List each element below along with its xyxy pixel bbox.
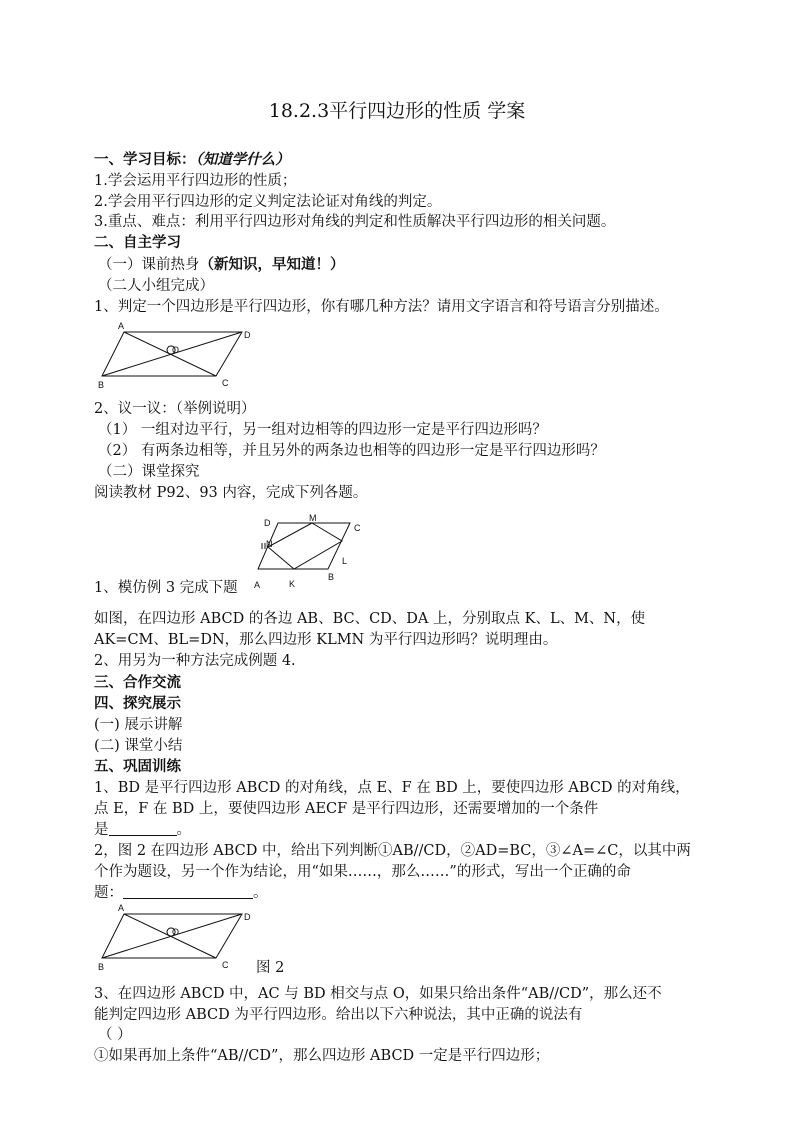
fig3-label-A: A [118,903,125,913]
practice-2-line-1: 2，图 2 在四边形 ABCD 中，给出下列判断①AB//CD，②AD=BC，③∠A=∠C，以其中两 [94,843,691,859]
section1-heading: 一、学习目标：（知道学什么） [94,151,290,168]
figure-2-caption: 图 2 [256,960,285,976]
fig1-label-O: O [172,345,180,355]
goal-item-2: 2.学会用平行四边形的定义判定法论证对角线的判定。 [94,194,442,210]
practice-1-line-2: 点 E，F 在 BD 上，要使四边形 AECF 是平行四边形，还需要增加的一个条件 [94,801,599,817]
fig2-label-N: N [266,539,273,549]
practice-2-line-2: 个作为题设，另一个作为结论，用“如果……，那么……”的形式，写出一个正确的命 [94,864,631,880]
display-item-1: (一) 展示讲解 [94,717,183,733]
page-title: 18.2.3平行四边形的性质 学案 [268,100,526,122]
fig2-label-D: D [264,518,271,528]
fig1-label-C: C [222,378,229,388]
question-2-1: （1） 一组对边平行，另一组对边相等的四边形一定是平行四边形吗？ [98,422,547,438]
answer-blank-1 [109,821,177,836]
fig2-label-K: K [289,579,296,589]
practice-3-option-1: ①如果再加上条件“AB//CD”，那么四边形 ABCD 一定是平行四边形； [94,1048,550,1064]
figure-1-parallelogram [96,322,266,392]
fig2-label-L: L [342,556,348,566]
question-2-2: （2） 有两条边相等，并且另外的两条边也相等的四边形一定是平行四边形吗？ [98,443,605,459]
answer-blank-2 [123,884,253,899]
practice-1-line-1: 1、BD 是平行四边形 ABCD 的对角线，点 E、F 在 BD 上，要使四边形 ABCD 的对角线， [94,780,690,796]
fig3-label-D: D [244,912,251,922]
section3-heading: 三、合作交流 [94,674,181,691]
fig2-label-A: A [254,580,261,590]
goal-item-3: 3.重点、难点：利用平行四边形对角线的判定和性质解决平行四边形的相关问题。 [94,214,616,230]
section5-heading: 五、巩固训练 [94,758,181,775]
group-note: （二人小组完成） [98,278,214,294]
figure-3-parallelogram [96,904,266,974]
fig3-label-B: B [98,962,105,972]
fig2-label-M: M [309,513,317,523]
exercise-1-body-1: 如图，在四边形 ABCD 的各边 AB、BC、CD、DA 上，分别取点 K、L、M、N，使 [94,611,646,627]
practice-3-answer-bracket: （ ） [98,1027,132,1043]
section2-heading: 二、自主学习 [94,234,181,251]
fig3-label-O: O [172,927,180,937]
practice-3-line-2: 能判定四边形 ABCD 为平行四边形。给出以下六种说法，其中正确的说法有 [94,1007,583,1023]
fig1-label-B: B [98,380,105,390]
figure-2-klmn [254,515,374,590]
fig2-label-C: C [354,523,361,533]
question-2: 2、议一议：（举例说明） [94,401,256,417]
goal-item-1: 1.学会运用平行四边形的性质； [94,173,297,189]
fig1-label-A: A [118,321,125,331]
read-instruction: 阅读教材 P92、93 内容，完成下列各题。 [94,485,368,501]
exercise-2: 2、用另为一种方法完成例题 4. [94,653,296,669]
fig2-label-B: B [328,572,335,582]
practice-2-line-3: 题： 。 [94,885,268,901]
practice-1-line-3: 是 。 [94,822,191,838]
practice-3-line-1: 3、在四边形 ABCD 中，AC 与 BD 相交与点 O，如果只给出条件“AB//CD”，那么还不 [94,986,662,1002]
section4-heading: 四、探究展示 [94,695,181,712]
fig3-label-C: C [222,960,229,970]
warmup-heading: （一）课前热身（新知识，早知道！） [98,256,345,273]
display-item-2: (二) 课堂小结 [94,738,183,754]
question-1: 1、判定一个四边形是平行四边形，你有哪几种方法？请用文字语言和符号语言分别描述。 [94,299,669,315]
explore-heading: （二）课堂探究 [98,464,200,480]
exercise-1: 1、模仿例 3 完成下题 [94,580,238,596]
exercise-1-body-2: AK=CM、BL=DN，那么四边形 KLMN 为平行四边形吗？说明理由。 [94,632,558,648]
fig1-label-D: D [244,330,251,340]
